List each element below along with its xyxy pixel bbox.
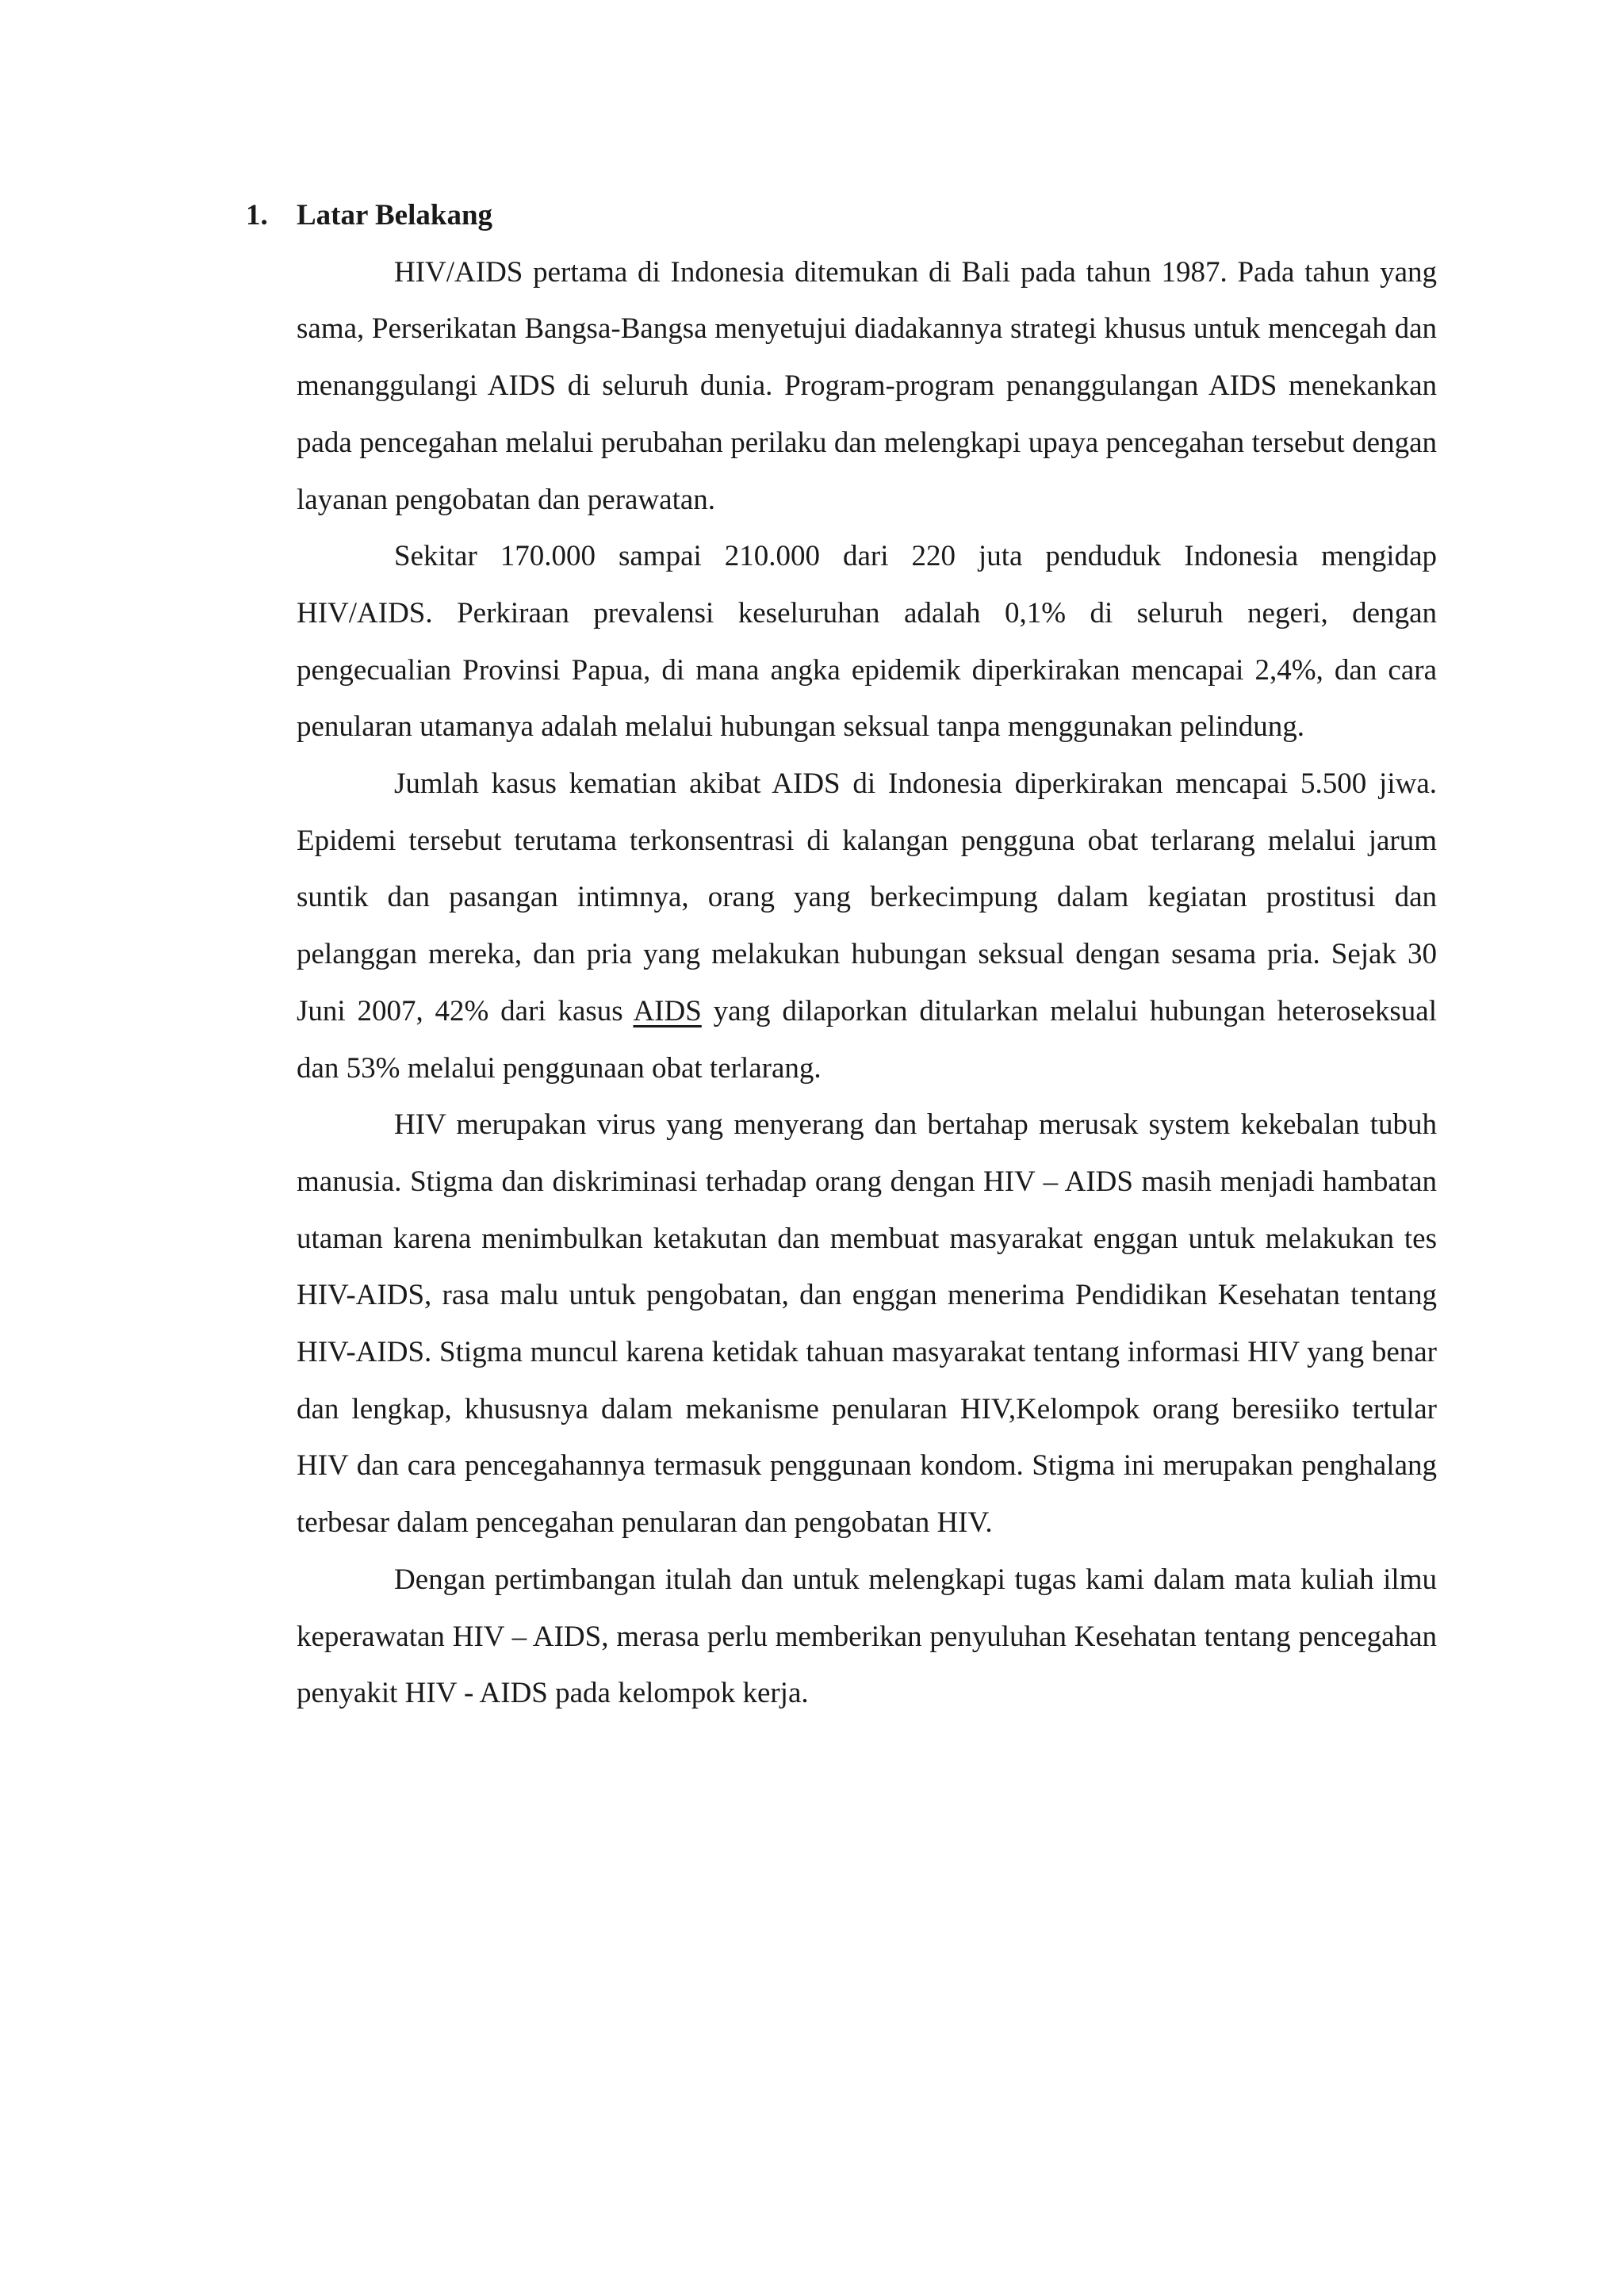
paragraph-3-text-after: yang dilaporkan ditularkan melalui hubungan heteroseksual dan 53% melalui penggunaan obat terlarang. xyxy=(297,994,1437,1085)
paragraph-4: HIV merupakan virus yang menyerang dan bertahap merusak system kekebalan tubuh manusia. Stigma dan diskriminasi terhadap orang dengan HIV – AIDS masih menjadi hambatan utaman karena menimbulkan ketakutan dan membuat masyarakat enggan untuk melakukan tes HIV-AIDS, rasa malu untuk pengobatan, dan enggan menerima Pendidikan Kesehatan tentang HIV-AIDS. Stigma muncul karena ketidak tahuan masyarakat tentang informasi HIV yang benar dan lengkap, khususnya dalam mekanisme penularan HIV,Kelompok orang beresiiko tertular HIV dan cara pencegahannya termasuk penggunaan kondom. Stigma ini merupakan penghalang terbesar dalam pencegahan penularan dan pengobatan HIV. xyxy=(297,1108,1437,1540)
paragraph-1: HIV/AIDS pertama di Indonesia ditemukan di Bali pada tahun 1987. Pada tahun yang sama, Perserikatan Bangsa-Bangsa menyetujui diadakannya strategi khusus untuk mencegah dan menanggulangi AIDS di seluruh dunia. Program-program penanggulangan AIDS menekankan pada pencegahan melalui perubahan perilaku dan melengkapi upaya pencegahan tersebut dengan layanan pengobatan dan perawatan. xyxy=(297,255,1437,516)
paragraph-3 xyxy=(297,756,1437,1096)
paragraph-3-text-before: Jumlah kasus kematian akibat AIDS di Indonesia diperkirakan mencapai 5.500 jiwa. Epidemi tersebut terutama terkonsentrasi di kalangan pengguna obat terlarang melalui jarum suntik dan pasangan intimnya, orang yang berkecimpung dalam kegiatan prostitusi dan pelanggan mereka, dan pria yang melakukan hubungan seksual dengan sesama pria. Sejak 30 Juni 2007, 42% dari kasus xyxy=(297,767,1437,1027)
paragraph-2: Sekitar 170.000 sampai 210.000 dari 220 juta penduduk Indonesia mengidap HIV/AIDS. Perkiraan prevalensi keseluruhan adalah 0,1% di seluruh negeri, dengan pengecualian Provinsi Papua, di mana angka epidemik diperkirakan mencapai 2,4%, dan cara penularan utamanya adalah melalui hubungan seksual tanpa menggunakan pelindung. xyxy=(297,540,1437,744)
document-body xyxy=(246,187,1437,1722)
section-title: Latar Belakang xyxy=(297,199,493,232)
paragraph-5: Dengan pertimbangan itulah dan untuk melengkapi tugas kami dalam mata kuliah ilmu keperawatan HIV – AIDS, merasa perlu memberikan penyuluhan Kesehatan tentang pencegahan penyakit HIV - AIDS pada kelompok kerja. xyxy=(297,1563,1437,1710)
section-heading xyxy=(246,187,1437,244)
aids-link[interactable]: AIDS xyxy=(633,994,702,1027)
section-number: 1. xyxy=(246,199,268,232)
